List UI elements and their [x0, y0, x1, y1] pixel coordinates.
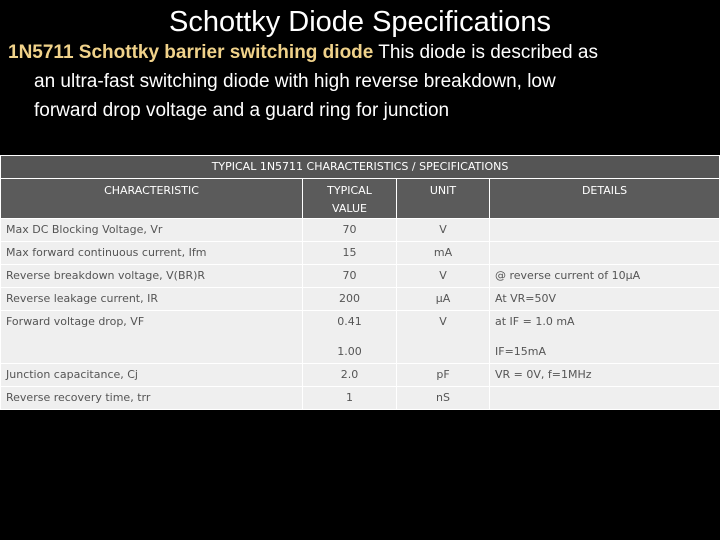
slide-title: Schottky Diode Specifications [168, 6, 552, 38]
cell-characteristic: Reverse recovery time, trr [1, 387, 303, 410]
cell-value [303, 311, 397, 364]
table-row [1, 242, 720, 265]
cell-unit: μA [397, 288, 490, 311]
cell-unit: V [397, 219, 490, 242]
cell-characteristic: Max forward continuous current, Ifm [1, 242, 303, 265]
cell-value: 15 [303, 242, 397, 265]
cell-characteristic: Forward voltage drop, VF [1, 311, 303, 364]
cell-unit: pF [397, 364, 490, 387]
header-typical-line1: TYPICAL [327, 184, 372, 197]
cell-characteristic: Max DC Blocking Voltage, Vr [1, 219, 303, 242]
header-typical-line2: VALUE [332, 202, 367, 215]
cell-details-secondary: IF=15mA [495, 345, 547, 358]
cell-value: 70 [303, 265, 397, 288]
cell-value: 1 [303, 387, 397, 410]
cell-unit: nS [397, 387, 490, 410]
header-characteristic: CHARACTERISTIC [1, 179, 303, 219]
table-caption: TYPICAL 1N5711 CHARACTERISTICS / SPECIFICATIONS [1, 156, 720, 179]
cell-unit: V [397, 311, 490, 364]
cell-unit: V [397, 265, 490, 288]
slide-body-text [8, 38, 708, 125]
table-row [1, 265, 720, 288]
cell-details: At VR=50V [490, 288, 720, 311]
cell-details [490, 219, 720, 242]
cell-details [490, 387, 720, 410]
table-caption-row [1, 156, 720, 179]
table-row [1, 364, 720, 387]
cell-details: @ reverse current of 10μA [490, 265, 720, 288]
cell-characteristic: Reverse leakage current, IR [1, 288, 303, 311]
cell-value: 200 [303, 288, 397, 311]
cell-unit: mA [397, 242, 490, 265]
table-row [1, 219, 720, 242]
table-header-row [1, 179, 720, 219]
cell-details [490, 242, 720, 265]
body-line-2: an ultra-fast switching diode with high reverse breakdown, low [34, 71, 556, 92]
cell-value: 70 [303, 219, 397, 242]
cell-characteristic: Reverse breakdown voltage, V(BR)R [1, 265, 303, 288]
body-line-3: forward drop voltage and a guard ring for junction [34, 100, 450, 121]
body-line-1: This diode is described as [378, 42, 598, 63]
cell-details [490, 311, 720, 364]
cell-characteristic: Junction capacitance, Cj [1, 364, 303, 387]
cell-details: VR = 0V, f=1MHz [490, 364, 720, 387]
lead-phrase: 1N5711 Schottky barrier switching diode [8, 42, 374, 63]
cell-value-primary: 0.41 [337, 315, 362, 328]
table-row [1, 311, 720, 364]
header-unit: UNIT [397, 179, 490, 219]
header-typical-value [303, 179, 397, 219]
cell-value-secondary: 1.00 [337, 345, 362, 358]
spec-table [0, 155, 720, 410]
table-row [1, 288, 720, 311]
header-details: DETAILS [490, 179, 720, 219]
table-row [1, 387, 720, 410]
cell-details-primary: at IF = 1.0 mA [495, 315, 575, 328]
cell-value: 2.0 [303, 364, 397, 387]
